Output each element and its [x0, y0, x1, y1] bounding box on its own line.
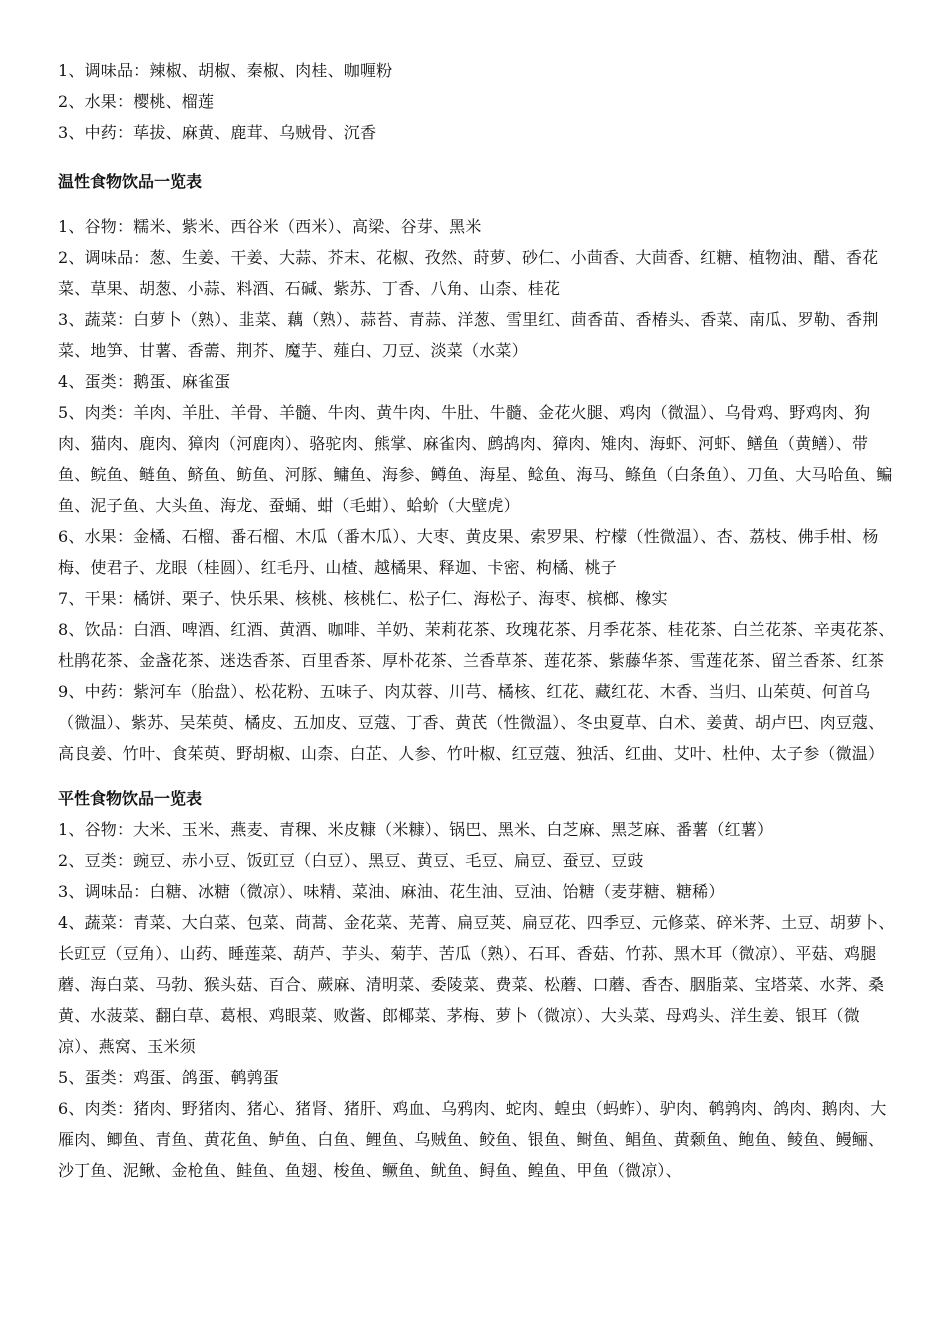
list-item: 7、干果：橘饼、栗子、快乐果、核桃、核桃仁、松子仁、海松子、海枣、槟榔、橡实	[58, 589, 668, 608]
section-title-neutral: 平性食物饮品一览表	[58, 789, 203, 808]
list-item: 1、调味品：辣椒、胡椒、秦椒、肉桂、咖喱粉	[58, 61, 393, 80]
list-item: 3、中药：荜拔、麻黄、鹿茸、乌贼骨、沉香	[58, 123, 377, 142]
list-item: 2、豆类：豌豆、赤小豆、饭豇豆（白豆）、黑豆、黄豆、毛豆、扁豆、蚕豆、豆豉	[58, 851, 644, 870]
intro-list	[58, 55, 896, 148]
list-item: 5、蛋类：鸡蛋、鸽蛋、鹌鹑蛋	[58, 1068, 279, 1087]
list-item: 3、蔬菜：白萝卜（熟）、韭菜、藕（熟）、蒜苔、青蒜、洋葱、雪里红、茴香苗、香椿头、香菜、南瓜、罗勒、香荆菜、地笋、甘薯、香薷、荆芥、魔芋、薤白、刀豆、淡菜（水菜）	[58, 310, 879, 360]
list-item: 6、水果：金橘、石榴、番石榴、木瓜（番木瓜）、大枣、黄皮果、索罗果、柠檬（性微温）、杏、荔枝、佛手柑、杨梅、使君子、龙眼（桂圆）、红毛丹、山楂、越橘果、释迦、卡密、枸橘、桃子	[58, 527, 879, 577]
warm-food-section	[58, 166, 896, 769]
list-item: 3、调味品：白糖、冰糖（微凉）、味精、菜油、麻油、花生油、豆油、饴糖（麦芽糖、糖稀）	[58, 882, 725, 901]
list-item: 2、调味品：葱、生姜、干姜、大蒜、芥末、花椒、孜然、莳萝、砂仁、小茴香、大茴香、红糖、植物油、醋、香花菜、草果、胡葱、小蒜、料酒、石碱、紫苏、丁香、八角、山柰、桂花	[58, 248, 879, 298]
list-item: 2、水果：樱桃、榴莲	[58, 92, 215, 111]
list-item: 1、谷物：糯米、紫米、西谷米（西米）、高梁、谷芽、黑米	[58, 217, 482, 236]
section-title-warm: 温性食物饮品一览表	[58, 172, 203, 191]
list-item: 4、蔬菜：青菜、大白菜、包菜、茼蒿、金花菜、芜菁、扁豆荚、扁豆花、四季豆、元修菜、碎米荠、土豆、胡萝卜、长豇豆（豆角）、山药、睡莲菜、葫芦、芋头、菊芋、苦瓜（熟）、石耳、香菇、竹荪、黑木耳（微凉）、平菇、鸡腿蘑、海白菜、马勃、猴头菇、百合、蕨麻、清明菜、委陵菜、费菜、松蘑、口蘑、香杏、胭脂菜、宝塔菜、水荠、桑黄、水菠菜、翻白草、葛根、鸡眼菜、败酱、郎椰菜、茅梅、萝卜（微凉）、大头菜、母鸡头、洋生姜、银耳（微凉）、燕窝、玉米须	[58, 913, 895, 1056]
list-item: 1、谷物：大米、玉米、燕麦、青稞、米皮糠（米糠）、锅巴、黑米、白芝麻、黑芝麻、番薯（红薯）	[58, 820, 774, 839]
document-page	[58, 55, 896, 1186]
neutral-food-section	[58, 783, 896, 1186]
list-item: 6、肉类：猪肉、野猪肉、猪心、猪肾、猪肝、鸡血、乌鸦肉、蛇肉、蝗虫（蚂蚱）、驴肉、鹌鹑肉、鸽肉、鹅肉、大雁肉、鲫鱼、青鱼、黄花鱼、鲈鱼、白鱼、鲤鱼、乌贼鱼、鲛鱼、银鱼、鲥鱼、鲳鱼、黄颡鱼、鲍鱼、鲮鱼、鳗鲡、沙丁鱼、泥鳅、金枪鱼、鲑鱼、鱼翅、梭鱼、鳜鱼、鱿鱼、鲟鱼、鳇鱼、甲鱼（微凉）、	[58, 1099, 887, 1180]
list-item: 4、蛋类：鹅蛋、麻雀蛋	[58, 372, 231, 391]
list-item: 9、中药：紫河车（胎盘）、松花粉、五味子、肉苁蓉、川芎、橘核、红花、藏红花、木香、当归、山茱萸、何首乌（微温）、紫苏、吴茱萸、橘皮、五加皮、豆蔻、丁香、黄芪（性微温）、冬虫夏草、白术、姜黄、胡卢巴、肉豆蔻、高良姜、竹叶、食茱萸、野胡椒、山柰、白芷、人参、竹叶椒、红豆蔻、独活、红曲、艾叶、杜仲、太子参（微温）	[58, 682, 885, 763]
list-item: 8、饮品：白酒、啤酒、红酒、黄酒、咖啡、羊奶、茉莉花茶、玫瑰花茶、月季花茶、桂花茶、白兰花茶、辛夷花茶、杜鹃花茶、金盏花茶、迷迭香茶、百里香茶、厚朴花茶、兰香草茶、莲花茶、紫藤华茶、雪莲花茶、留兰香茶、红茶	[58, 620, 895, 670]
list-item: 5、肉类：羊肉、羊肚、羊骨、羊髓、牛肉、黄牛肉、牛肚、牛髓、金花火腿、鸡肉（微温）、乌骨鸡、野鸡肉、狗肉、猫肉、鹿肉、獐肉（河鹿肉）、骆驼肉、熊掌、麻雀肉、鹧鸪肉、獐肉、雉肉、海虾、河虾、鳝鱼（黄鳝）、带鱼、鲩鱼、鲢鱼、鲚鱼、鲂鱼、河豚、鳙鱼、海参、鳟鱼、海星、鲶鱼、海马、鲦鱼（白条鱼）、刀鱼、大马哈鱼、鳊鱼、泥子鱼、大头鱼、海龙、蚕蛹、蚶（毛蚶）、蛤蚧（大壁虎）	[58, 403, 893, 515]
